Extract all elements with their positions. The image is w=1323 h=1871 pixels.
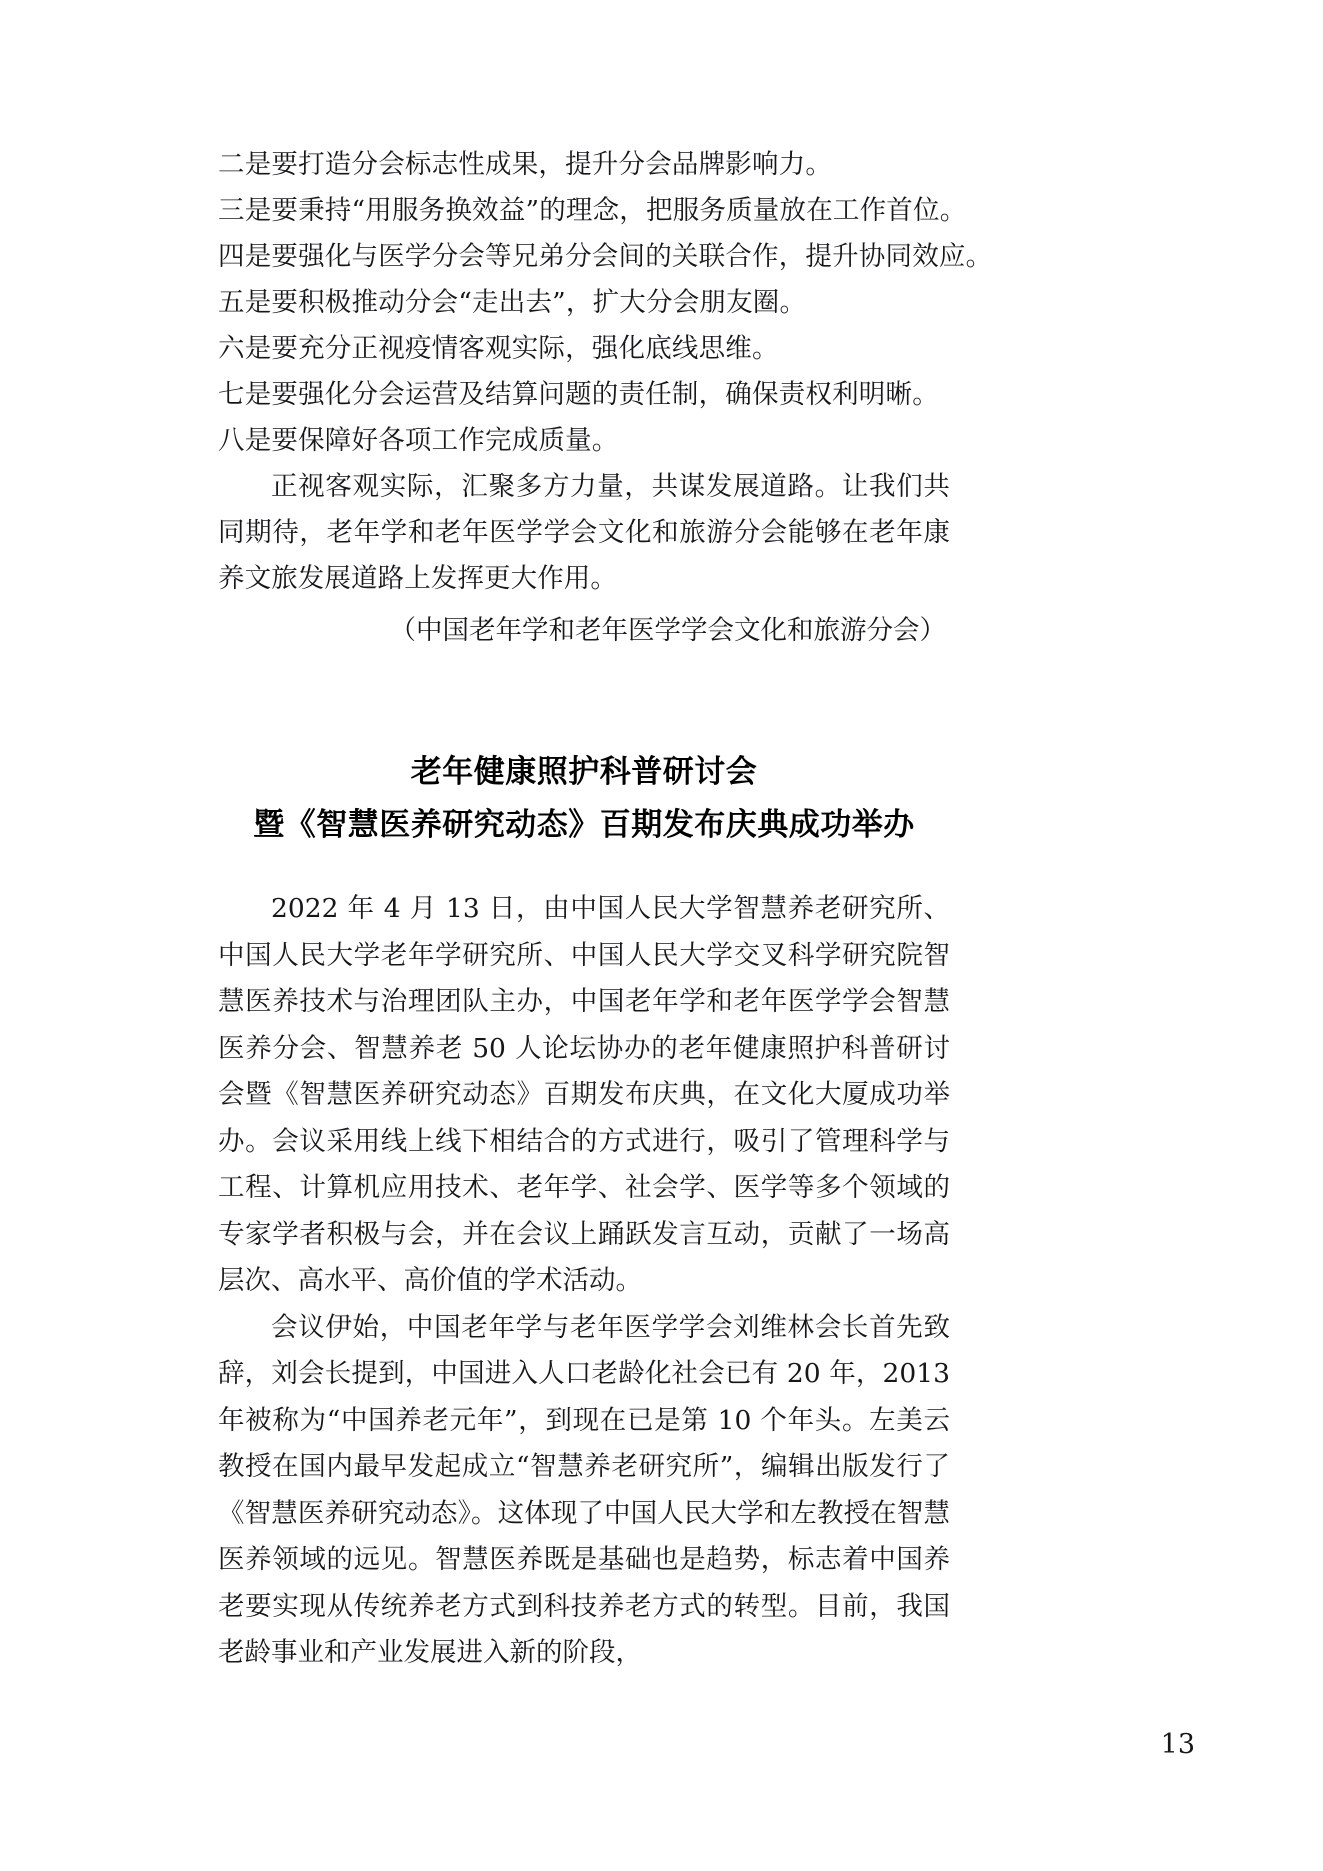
statement-item: 四是要强化与医学分会等兄弟分会间的关联合作，提升协同效应。 <box>218 241 993 272</box>
article-title-line-2: 暨《智慧医养研究动态》百期发布庆典成功举办 <box>253 807 915 843</box>
statement-list <box>218 142 993 464</box>
attribution-line: （中国老年学和老年医学学会文化和旅游分会） <box>389 615 946 646</box>
closing-paragraph: 正视客观实际，汇聚多方力量，共谋发展道路。让我们共同期待，老年学和老年医学学会文化和旅游分会能够在老年康养文旅发展道路上发挥更大作用。 <box>218 471 950 594</box>
article-title-line-1: 老年健康照护科普研讨会 <box>410 754 758 790</box>
statement-item: 七是要强化分会运营及结算问题的责任制，确保责权利明晰。 <box>218 379 939 410</box>
statement-item: 二是要打造分会标志性成果，提升分会品牌影响力。 <box>218 149 833 180</box>
page-number: 13 <box>1160 1729 1195 1760</box>
article-heading <box>218 746 950 852</box>
statement-item: 三是要秉持“用服务换效益”的理念，把服务质量放在工作首位。 <box>218 195 967 226</box>
article-paragraph: 2022 年 4 月 13 日，由中国人民大学智慧养老研究所、中国人民大学老年学研究所、中国人民大学交叉科学研究院智慧医养技术与治理团队主办，中国老年学和老年医学学会智慧医养分会、智慧养老 50 人论坛协办的老年健康照护科普研讨会暨《智慧医养研究动态》百期发布庆典，在文化大厦成功举办。会议采用线上线下相结合的方式进行，吸引了管理科学与工程、计算机应用技术、老年学、社会学、医学等多个领域的专家学者积极与会，并在会议上踊跃发言互动，贡献了一场高层次、高水平、高价值的学术活动。 <box>218 893 950 1296</box>
statement-item: 八是要保障好各项工作完成质量。 <box>218 425 619 456</box>
article-paragraph: 会议伊始，中国老年学与老年医学学会刘维林会长首先致辞，刘会长提到，中国进入人口老龄化社会已有 20 年，2013 年被称为“中国养老元年”，到现在已是第 10 个年头。左美云教授在国内最早发起成立“智慧养老研究所”，编辑出版发行了《智慧医养研究动态》。这体现了中国人民大学和左教授在智慧医养领域的远见。智慧医养既是基础也是趋势，标志着中国养老要实现从传统养老方式到科技养老方式的转型。目前，我国老龄事业和产业发展进入新的阶段， <box>218 1311 950 1668</box>
statement-item: 五是要积极推动分会“走出去”，扩大分会朋友圈。 <box>218 287 807 318</box>
page-content <box>218 142 993 1677</box>
statement-item: 六是要充分正视疫情客观实际，强化底线思维。 <box>218 333 779 364</box>
